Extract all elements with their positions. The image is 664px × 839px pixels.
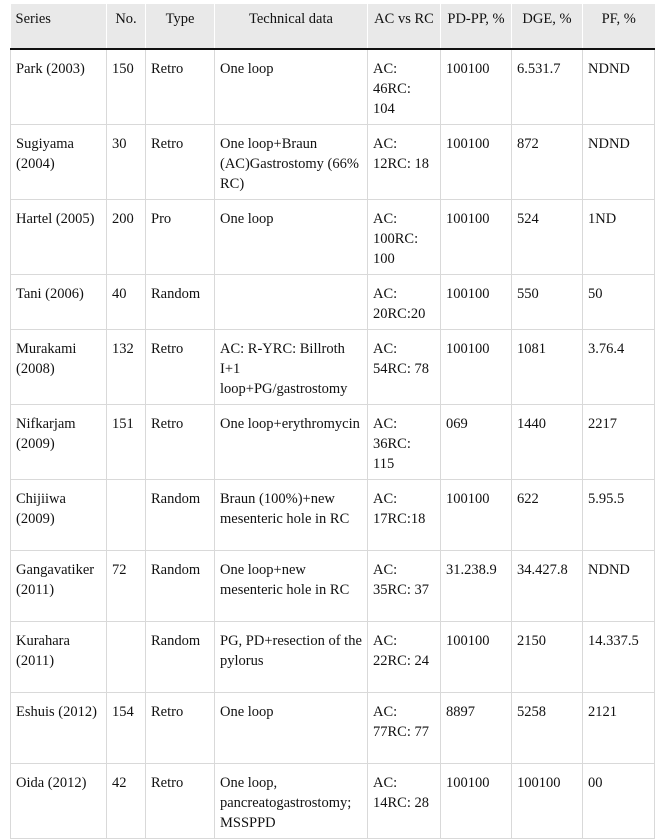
table-body [11, 49, 655, 839]
cell-type: Retro [146, 405, 215, 480]
cell-pf: NDND [583, 49, 655, 125]
cell-type: Pro [146, 200, 215, 275]
cell-pf: 2217 [583, 405, 655, 480]
cell-pd-pp: 100100 [441, 764, 512, 839]
header-dge: DGE, % [512, 4, 583, 49]
cell-technical-data [215, 275, 368, 330]
cell-dge: 1081 [512, 330, 583, 405]
cell-pf: 00 [583, 764, 655, 839]
cell-pf: 5.95.5 [583, 480, 655, 551]
cell-type: Random [146, 551, 215, 622]
cell-dge: 622 [512, 480, 583, 551]
cell-pf: 14.337.5 [583, 622, 655, 693]
cell-pf: NDND [583, 551, 655, 622]
cell-ac-vs-rc: AC: 20RC:20 [368, 275, 441, 330]
cell-pd-pp: 100100 [441, 200, 512, 275]
cell-dge: 524 [512, 200, 583, 275]
cell-no: 72 [107, 551, 146, 622]
cell-ac-vs-rc: AC: 35RC: 37 [368, 551, 441, 622]
cell-pd-pp: 069 [441, 405, 512, 480]
cell-pd-pp: 8897 [441, 693, 512, 764]
cell-pd-pp: 100100 [441, 480, 512, 551]
table-header [11, 4, 655, 49]
cell-dge: 2150 [512, 622, 583, 693]
cell-dge: 100100 [512, 764, 583, 839]
cell-series: Hartel (2005) [11, 200, 107, 275]
cell-type: Random [146, 275, 215, 330]
cell-pd-pp: 31.238.9 [441, 551, 512, 622]
header-pd-pp: PD-PP, % [441, 4, 512, 49]
header-technical-data: Technical data [215, 4, 368, 49]
cell-no [107, 480, 146, 551]
data-table [10, 4, 655, 839]
table-row [11, 405, 655, 480]
cell-technical-data: One loop [215, 49, 368, 125]
header-type: Type [146, 4, 215, 49]
cell-type: Retro [146, 330, 215, 405]
cell-pd-pp: 100100 [441, 622, 512, 693]
cell-pd-pp: 100100 [441, 125, 512, 200]
cell-technical-data: AC: R-YRC: Billroth I+1 loop+PG/gastrostomy [215, 330, 368, 405]
data-table-container [10, 4, 654, 831]
table-row [11, 693, 655, 764]
cell-technical-data: One loop [215, 200, 368, 275]
cell-dge: 1440 [512, 405, 583, 480]
cell-ac-vs-rc: AC: 46RC: 104 [368, 49, 441, 125]
table-row [11, 275, 655, 330]
cell-technical-data: One loop+erythromycin [215, 405, 368, 480]
cell-no: 42 [107, 764, 146, 839]
cell-series: Kurahara (2011) [11, 622, 107, 693]
cell-pd-pp: 100100 [441, 330, 512, 405]
cell-dge: 872 [512, 125, 583, 200]
cell-no [107, 622, 146, 693]
cell-no: 154 [107, 693, 146, 764]
cell-ac-vs-rc: AC: 17RC:18 [368, 480, 441, 551]
cell-ac-vs-rc: AC: 36RC: 115 [368, 405, 441, 480]
cell-series: Gangavatiker (2011) [11, 551, 107, 622]
cell-series: Nifkarjam (2009) [11, 405, 107, 480]
header-no: No. [107, 4, 146, 49]
cell-dge: 5258 [512, 693, 583, 764]
cell-dge: 6.531.7 [512, 49, 583, 125]
table-row [11, 125, 655, 200]
cell-pf: 3.76.4 [583, 330, 655, 405]
cell-type: Retro [146, 693, 215, 764]
cell-pd-pp: 100100 [441, 49, 512, 125]
cell-series: Murakami (2008) [11, 330, 107, 405]
header-series: Series [11, 4, 107, 49]
header-row [11, 4, 655, 49]
cell-ac-vs-rc: AC: 54RC: 78 [368, 330, 441, 405]
cell-series: Sugiyama (2004) [11, 125, 107, 200]
table-row [11, 480, 655, 551]
cell-dge: 550 [512, 275, 583, 330]
cell-dge: 34.427.8 [512, 551, 583, 622]
header-pf: PF, % [583, 4, 655, 49]
cell-series: Chijiiwa (2009) [11, 480, 107, 551]
cell-ac-vs-rc: AC: 12RC: 18 [368, 125, 441, 200]
cell-series: Park (2003) [11, 49, 107, 125]
cell-no: 132 [107, 330, 146, 405]
cell-pf: 1ND [583, 200, 655, 275]
cell-technical-data: One loop+new mesenteric hole in RC [215, 551, 368, 622]
cell-no: 40 [107, 275, 146, 330]
cell-technical-data: PG, PD+resection of the pylorus [215, 622, 368, 693]
cell-no: 30 [107, 125, 146, 200]
table-row [11, 764, 655, 839]
cell-no: 200 [107, 200, 146, 275]
cell-pf: 2121 [583, 693, 655, 764]
cell-series: Oida (2012) [11, 764, 107, 839]
cell-pf: NDND [583, 125, 655, 200]
cell-ac-vs-rc: AC: 77RC: 77 [368, 693, 441, 764]
table-row [11, 330, 655, 405]
header-ac-vs-rc: AC vs RC [368, 4, 441, 49]
cell-technical-data: One loop [215, 693, 368, 764]
cell-pf: 50 [583, 275, 655, 330]
cell-pd-pp: 100100 [441, 275, 512, 330]
cell-type: Retro [146, 125, 215, 200]
cell-no: 150 [107, 49, 146, 125]
cell-type: Random [146, 480, 215, 551]
cell-technical-data: Braun (100%)+new mesenteric hole in RC [215, 480, 368, 551]
table-row [11, 551, 655, 622]
cell-series: Eshuis (2012) [11, 693, 107, 764]
cell-technical-data: One loop, pancreatogastrostomy; MSSPPD [215, 764, 368, 839]
cell-ac-vs-rc: AC: 14RC: 28 [368, 764, 441, 839]
table-row [11, 49, 655, 125]
cell-ac-vs-rc: AC: 100RC: 100 [368, 200, 441, 275]
cell-no: 151 [107, 405, 146, 480]
cell-type: Random [146, 622, 215, 693]
table-row [11, 200, 655, 275]
cell-technical-data: One loop+Braun (AC)Gastrostomy (66% RC) [215, 125, 368, 200]
cell-series: Tani (2006) [11, 275, 107, 330]
table-row [11, 622, 655, 693]
cell-type: Retro [146, 49, 215, 125]
cell-type: Retro [146, 764, 215, 839]
cell-ac-vs-rc: AC: 22RC: 24 [368, 622, 441, 693]
